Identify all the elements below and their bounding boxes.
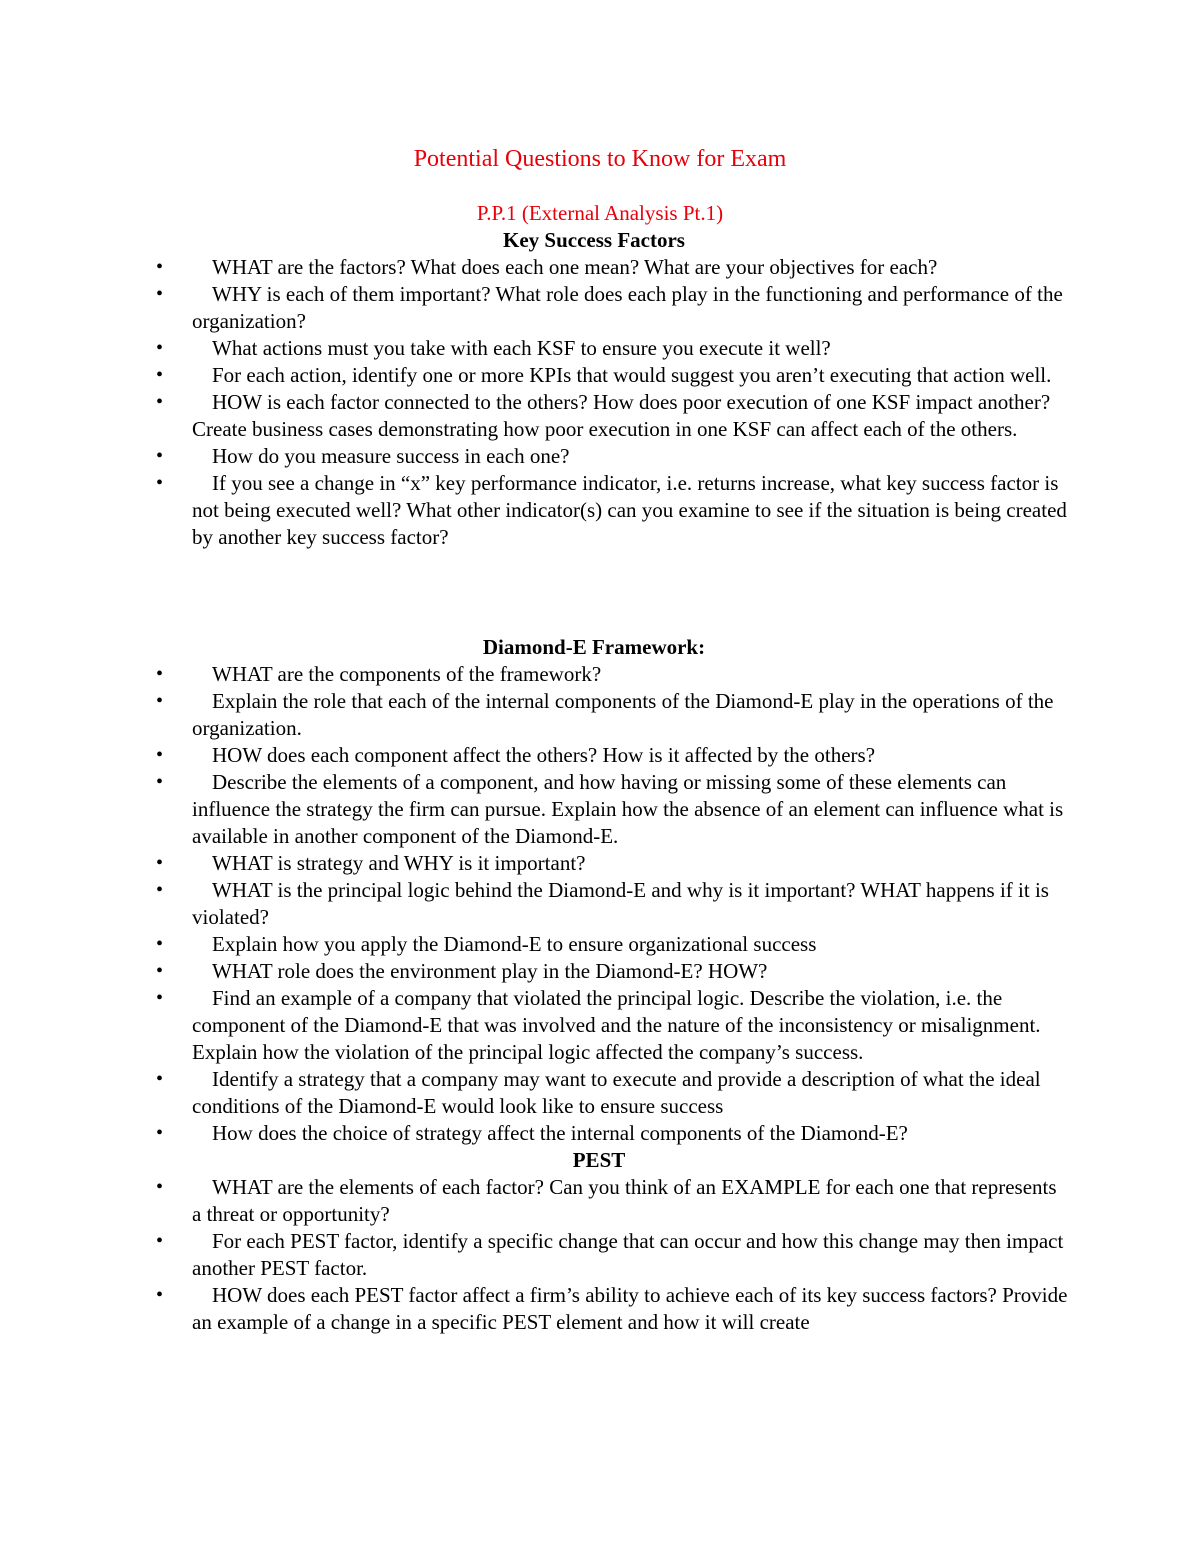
question-text: HOW does each component affect the others? How is it affected by the others? xyxy=(212,743,876,767)
question-text: Explain how you apply the Diamond-E to ensure organizational success xyxy=(212,932,817,956)
question-item xyxy=(144,688,1069,742)
question-item xyxy=(144,1066,1069,1120)
question-item xyxy=(144,931,1069,958)
bullet-icon: • xyxy=(156,960,164,982)
section-heading-pest: PEST xyxy=(572,1148,626,1172)
question-text: HOW does each PEST factor affect a firm’s ability to achieve each of its key success factors? Provide an example of a change in a specific PEST element and how it will create xyxy=(192,1283,1068,1334)
question-item xyxy=(144,1120,1069,1147)
bullet-icon: • xyxy=(156,283,164,305)
bullet-icon: • xyxy=(156,364,164,386)
question-text: WHAT is strategy and WHY is it important? xyxy=(212,851,586,875)
question-text: WHAT are the components of the framework? xyxy=(212,662,602,686)
question-item xyxy=(144,1228,1069,1282)
bullet-icon: • xyxy=(156,879,164,901)
document-title: Potential Questions to Know for Exam xyxy=(413,146,787,172)
question-item xyxy=(144,389,1069,443)
question-text: How does the choice of strategy affect the internal components of the Diamond-E? xyxy=(212,1121,908,1145)
ksf-question-list xyxy=(144,254,1069,551)
bullet-icon: • xyxy=(156,771,164,793)
question-item xyxy=(144,661,1069,688)
question-item xyxy=(144,254,1069,281)
question-text: For each action, identify one or more KPIs that would suggest you aren’t executing that action well. xyxy=(212,363,1052,387)
bullet-icon: • xyxy=(156,987,164,1009)
question-text: WHAT role does the environment play in the Diamond-E? HOW? xyxy=(212,959,768,983)
bullet-icon: • xyxy=(156,852,164,874)
question-item xyxy=(144,1282,1069,1336)
question-item xyxy=(144,335,1069,362)
bullet-icon: • xyxy=(156,472,164,494)
bullet-icon: • xyxy=(156,337,164,359)
bullet-icon: • xyxy=(156,1230,164,1252)
bullet-icon: • xyxy=(156,256,164,278)
question-text: HOW is each factor connected to the others? How does poor execution of one KSF impact another? Create business cases demonstrating how poor execution in one KSF can affect each of the others. xyxy=(192,390,1051,441)
question-text: Explain the role that each of the internal components of the Diamond-E play in the operations of the organization. xyxy=(192,689,1054,740)
bullet-icon: • xyxy=(156,744,164,766)
bullet-icon: • xyxy=(156,391,164,413)
question-item xyxy=(144,850,1069,877)
diamond-question-list xyxy=(144,661,1069,1147)
question-text: WHAT are the elements of each factor? Can you think of an EXAMPLE for each one that represents a threat or opportunity? xyxy=(192,1175,1057,1226)
section-diamond-e xyxy=(144,634,1069,1336)
question-text: Find an example of a company that violated the principal logic. Describe the violation, i.e. the component of the Diamond-E that was involved and the nature of the inconsistency or misalignment. Explain how the violation of the principal logic affected the company’s success. xyxy=(192,986,1041,1064)
question-item xyxy=(144,281,1069,335)
question-text: For each PEST factor, identify a specific change that can occur and how this change may then impact another PEST factor. xyxy=(192,1229,1064,1280)
question-item xyxy=(144,443,1069,470)
question-text: Identify a strategy that a company may want to execute and provide a description of what the ideal conditions of the Diamond-E would look like to ensure success xyxy=(192,1067,1041,1118)
question-item xyxy=(144,769,1069,850)
bullet-icon: • xyxy=(156,690,164,712)
question-item xyxy=(144,985,1069,1066)
question-text: If you see a change in “x” key performance indicator, i.e. returns increase, what key success factor is not being executed well? What other indicator(s) can you examine to see if the situation is being created by another key success factor? xyxy=(192,471,1067,549)
question-text: WHAT is the principal logic behind the Diamond-E and why is it important? WHAT happens if it is violated? xyxy=(192,878,1049,929)
section-heading-ksf: Key Success Factors xyxy=(503,228,685,252)
question-item xyxy=(144,958,1069,985)
question-text: WHAT are the factors? What does each one mean? What are your objectives for each? xyxy=(212,255,938,279)
question-item xyxy=(144,877,1069,931)
bullet-icon: • xyxy=(156,1176,164,1198)
bullet-icon: • xyxy=(156,663,164,685)
bullet-icon: • xyxy=(156,1284,164,1306)
question-text: How do you measure success in each one? xyxy=(212,444,570,468)
question-text: What actions must you take with each KSF to ensure you execute it well? xyxy=(212,336,831,360)
document-subtitle: P.P.1 (External Analysis Pt.1) xyxy=(476,201,724,225)
section-heading-diamond-e: Diamond-E Framework: xyxy=(482,635,706,659)
section-key-success-factors xyxy=(144,227,1069,551)
bullet-icon: • xyxy=(156,933,164,955)
question-item xyxy=(144,1174,1069,1228)
question-item xyxy=(144,742,1069,769)
bullet-icon: • xyxy=(156,1068,164,1090)
bullet-icon: • xyxy=(156,1122,164,1144)
pest-question-list xyxy=(144,1174,1069,1336)
bullet-icon: • xyxy=(156,445,164,467)
question-item xyxy=(144,470,1069,551)
question-item xyxy=(144,362,1069,389)
question-text: WHY is each of them important? What role does each play in the functioning and performance of the organization? xyxy=(192,282,1063,333)
question-text: Describe the elements of a component, and how having or missing some of these elements can influence the strategy the firm can pursue. Explain how the absence of an element can influence what is available in another component of the Diamond-E. xyxy=(192,770,1064,848)
